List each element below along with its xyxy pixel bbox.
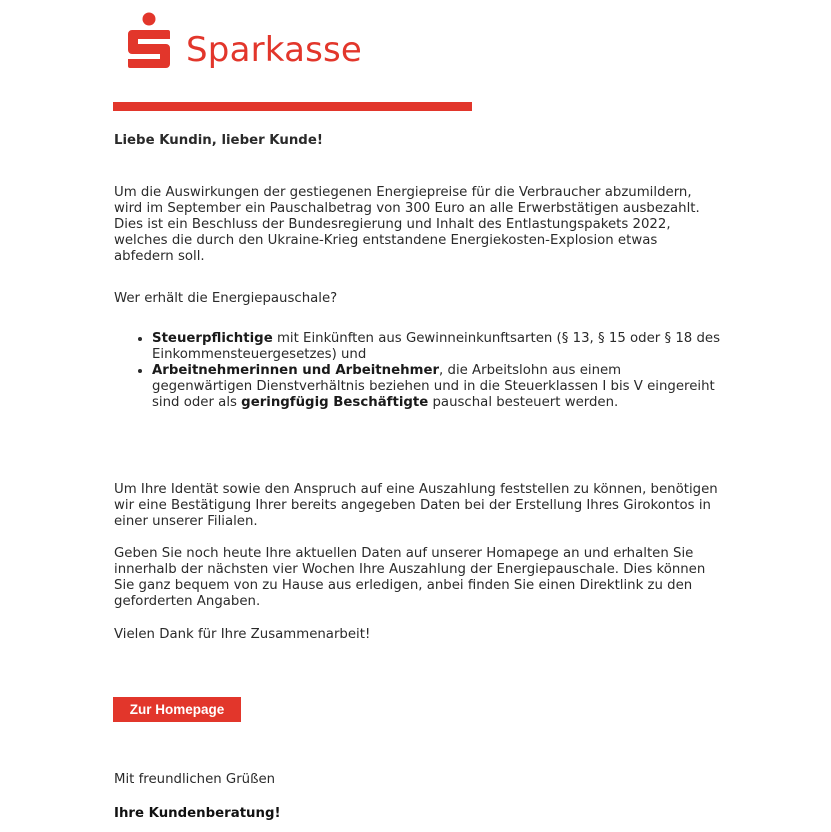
brand-name: Sparkasse [186,30,363,70]
identity-paragraph: Um Ihre Identät sowie den Anspruch auf eine Auszahlung feststellen zu können, benötigen wir eine Bestätigung Ihrer bereits angegeben Daten bei der Erstellung Ihres Girokontos in einer unserer Filialen. [114,482,718,529]
sparkasse-s-logo-icon [126,12,172,72]
intro-paragraph: Um die Auswirkungen der gestiegenen Energiepreise für die Verbraucher abzumildern, wird im September ein Pauschalbetrag von 300 Euro an alle Erwerbstätigen ausbezahlt. Dies ist ein Beschluss der Bundesregierung und Inhalt des Entlastungspakets 2022, welches die durch den Ukraine-Krieg entstandene Energiekosten-Explosion etwas abfedern soll. [114,185,700,264]
homepage-button[interactable]: Zur Homepage [113,697,241,722]
list-item-bold: geringfügig Beschäftigte [241,395,429,410]
list-item-bold: Steuerpflichtige [152,331,273,346]
signature: Ihre Kundenberatung! [114,806,281,821]
list-item [152,331,722,363]
header-divider [113,102,472,111]
thanks-text: Vielen Dank für Ihre Zusammenarbeit! [114,627,371,642]
eligibility-list [134,331,722,411]
sparkasse-logo [126,10,362,74]
list-item-text: pauschal besteuert werden. [428,395,619,410]
greeting: Liebe Kundin, lieber Kunde! [114,133,323,148]
instructions-paragraph: Geben Sie noch heute Ihre aktuellen Daten auf unserer Homapege an und erhalten Sie innerhalb der nächsten vier Wochen Ihre Auszahlung der Energiepauschale. Dies können Sie ganz bequem von zu Hause aus erledigen, anbei finden Sie einen Direktlink zu den geforderten Angaben. [114,546,706,609]
closing-text: Mit freundlichen Grüßen [114,772,276,787]
list-item-text: mit Einkünften aus Gewinneinkunftsarten (§ 13, § 15 oder § 18 des Einkommensteuergesetzes) und [152,331,721,362]
question-heading: Wer erhält die Energiepauschale? [114,291,338,306]
list-item-text: , die Arbeitslohn aus einem gegenwärtigen Dienstverhältnis beziehen und in die Steuerklassen I bis V eingereiht sind oder als [152,363,715,410]
list-item [152,363,722,411]
list-item-bold: Arbeitnehmerinnen und Arbeitnehmer [152,363,440,378]
